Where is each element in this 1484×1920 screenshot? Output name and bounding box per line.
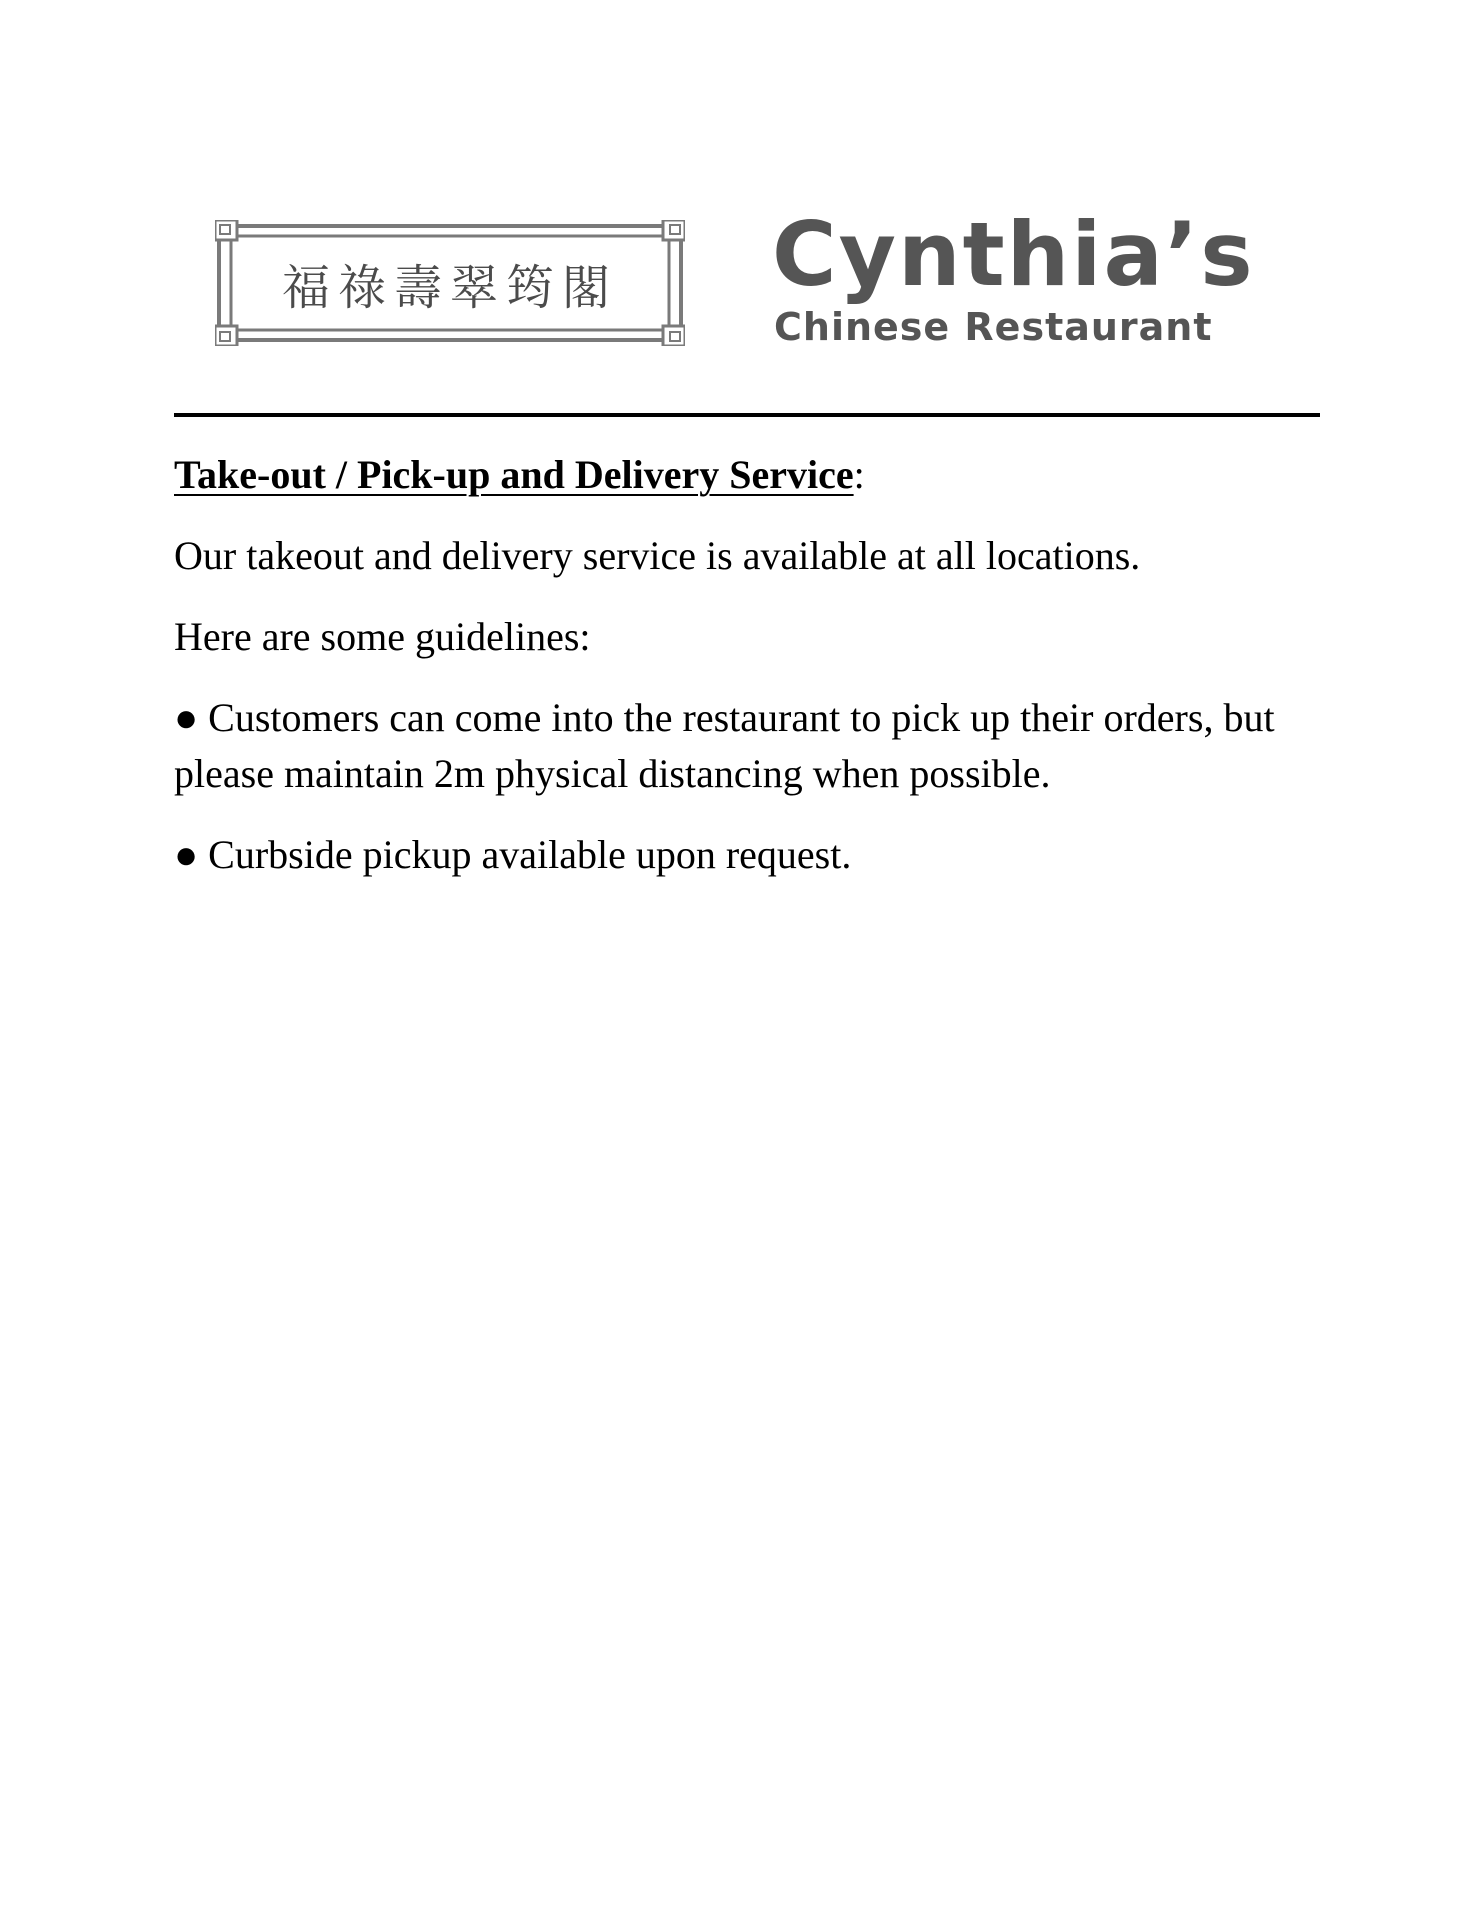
brand-name: Cynthia’s [772,203,1255,306]
chinese-sign-text: 福祿壽翠筠閣 [281,259,618,316]
brand-logo [772,205,1272,355]
list-item-text: Customers can come into the restaurant to pick up their orders, but please maintain 2m physical distancing when possible. [174,695,1275,796]
list-item-text: Curbside pickup available upon request. [208,832,852,877]
guidelines-label: Here are some guidelines: [174,614,591,659]
service-section [174,447,1324,908]
section-heading [174,447,1324,503]
section-heading-text: Take-out / Pick-up and Delivery Service [174,452,854,497]
bullet-icon: ● [174,832,199,877]
intro-paragraph: Our takeout and delivery service is available at all locations. [174,533,1141,578]
list-item [174,690,1324,802]
list-item [174,827,1324,883]
chinese-sign-logo [215,220,685,346]
section-heading-colon: : [853,452,865,497]
page-header [0,0,1484,380]
brand-subtitle: Chinese Restaurant [774,305,1213,349]
bullet-icon: ● [174,695,199,740]
header-divider [174,413,1320,417]
